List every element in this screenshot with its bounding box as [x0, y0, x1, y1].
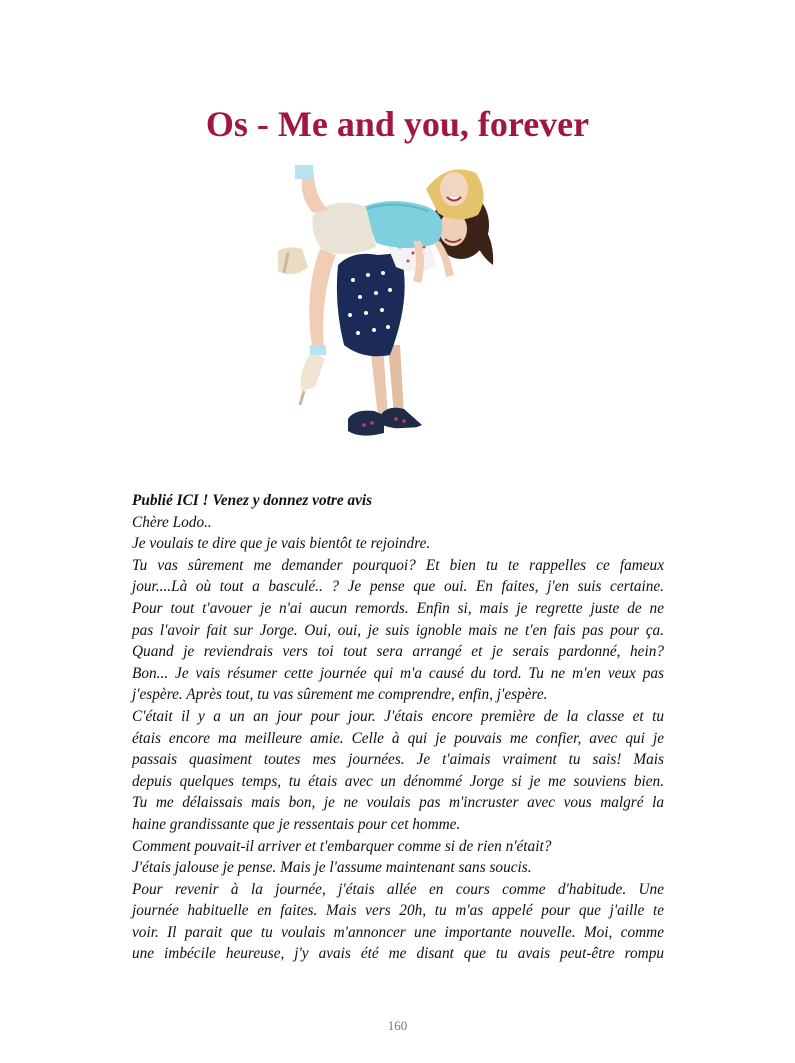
text-line: voir. Il parait que tu voulais m'annoncer une importante nouvelle. Moi, comme — [132, 923, 664, 941]
text-line: j'espère. Après tout, tu vas sûrement me comprendre, enfin, j'espère. — [132, 686, 548, 704]
text-line: une imbécile heureuse, j'y avais été me disant que tu avais peut-être rompu — [132, 945, 664, 963]
text-line: étais encore ma meilleure amie. Celle à qui je pouvais me confier, avec qui je — [132, 729, 664, 747]
text-line: J'étais jalouse je pense. Mais je l'assume maintenant sans soucis. — [132, 859, 532, 877]
text-line: Tu me délaissais mais bon, je ne voulais pas m'incruster avec vous malgré la — [132, 794, 664, 812]
text-line: C'était il y a un an jour pour jour. J'étais encore première de la classe et tu — [132, 707, 664, 725]
two-girls-photo-icon — [138, 155, 658, 453]
text-line: Je voulais te dire que je vais bientôt te rejoindre. — [132, 535, 431, 553]
text-line: pas l'avoir fait sur Jorge. Oui, oui, je suis ignoble mais ne t'en fais pas pour ça. — [132, 621, 664, 639]
text-line: Bon... Je vais résumer cette journée qui m'a causé du tord. Tu ne m'en veux pas — [132, 664, 664, 682]
text-line: Pour tout t'avouer je n'ai aucun remords. Enfin si, mais je regrette juste de ne — [132, 599, 664, 617]
body-text — [132, 490, 664, 965]
text-line: Pour revenir à la journée, j'étais allée en cours comme d'habitude. Une — [132, 880, 664, 898]
two-girls-photo — [138, 155, 658, 453]
text-line: Comment pouvait-il arriver et t'embarquer comme si de rien n'était? — [132, 837, 552, 855]
text-line: Tu vas sûrement me demander pourquoi? Et bien tu te rappelles ce fameux — [132, 556, 664, 574]
text-line: Quand je reviendrais vers toi tout sera arrangé et je serais pardonné, hein? — [132, 643, 664, 661]
text-line: haine grandissante que je ressentais pour cet homme. — [132, 815, 461, 833]
page-number: 160 — [387, 1018, 408, 1033]
published-line: Publié ICI ! Venez y donnez votre avis — [132, 492, 373, 509]
text-line: journée habituelle en faites. Mais vers 20h, tu m'as appelé pour que j'aille te — [132, 902, 664, 920]
text-line: depuis quelques temps, tu étais avec un dénommé Jorge si je me souviens bien. — [132, 772, 664, 790]
page-title: Os - Me and you, forever — [205, 104, 590, 144]
text-line: jour....Là où tout a basculé.. ? Je pense que oui. En faites, j'en suis certaine. — [132, 578, 664, 596]
text-line: Chère Lodo.. — [132, 513, 212, 531]
text-line: passais quasiment toutes mes journées. Je t'aimais vraiment tu sais! Mais — [132, 751, 664, 769]
